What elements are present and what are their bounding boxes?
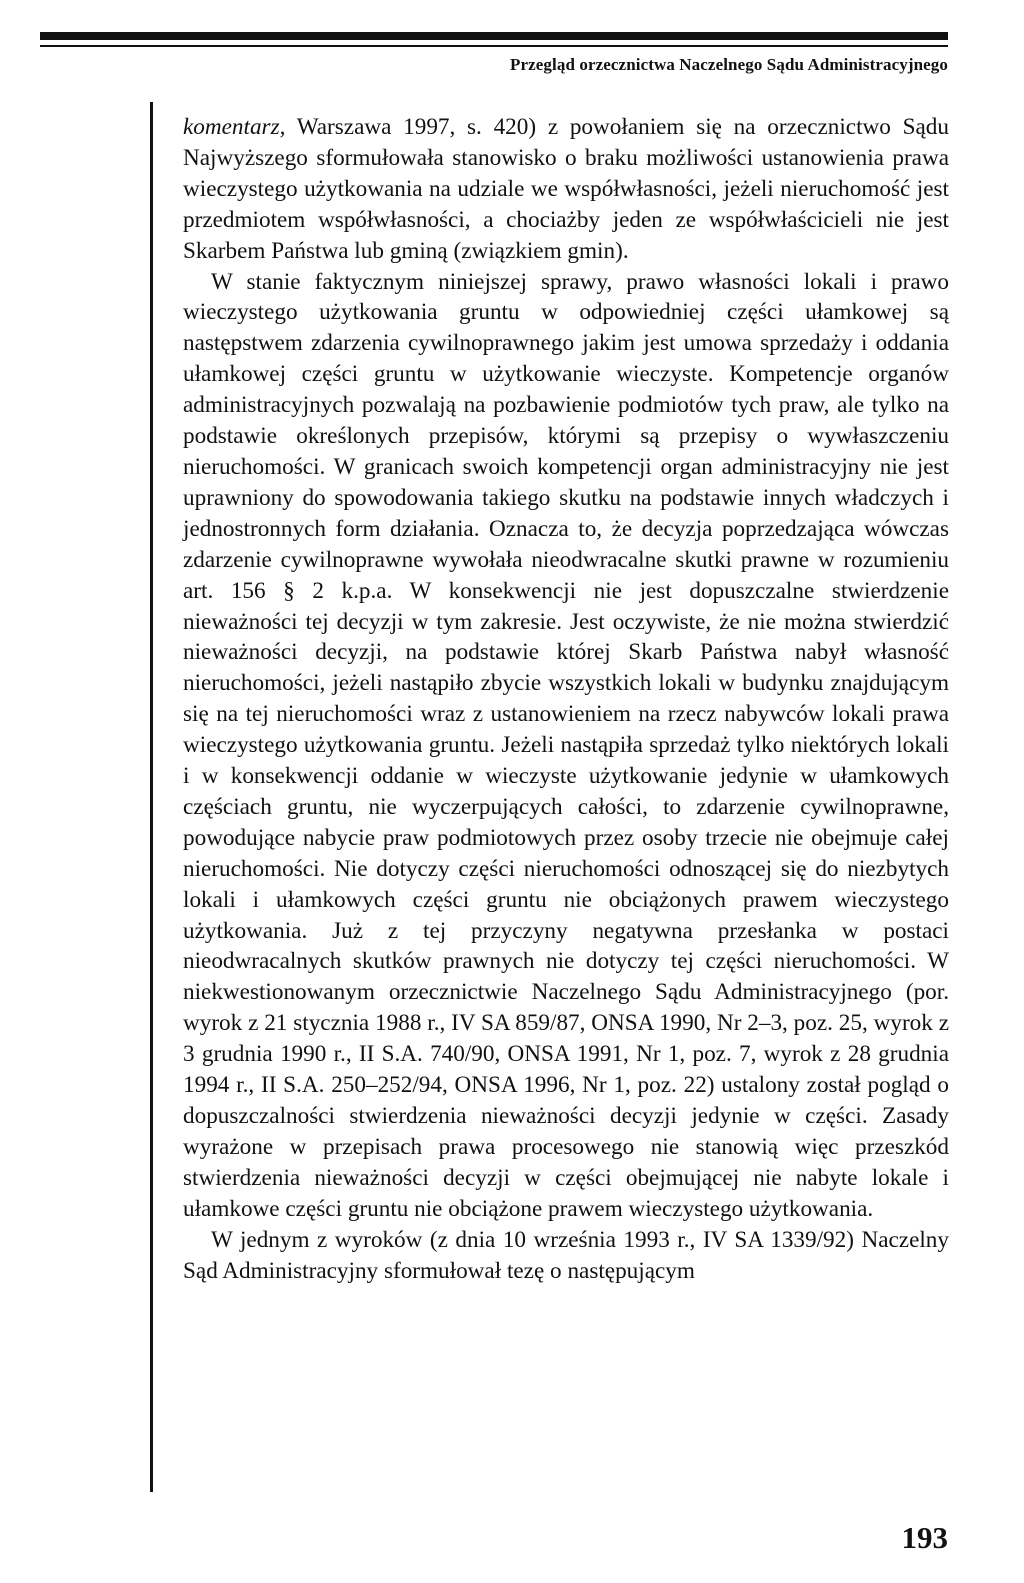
margin-marker-bar [150, 102, 153, 1492]
header-rule-thick [40, 32, 948, 40]
page-number: 193 [901, 1520, 948, 1555]
paragraph-3: W jednym z wyroków (z dnia 10 września 1993 r., IV SA 1339/92) Naczelny Sąd Administracyjny sformułował tezę o następującym [183, 1226, 949, 1284]
paragraph-1-text: Warszawa 1997, s. 420) z powołaniem się na orzecznictwo Sądu Najwyższego sformułowała stanowisko o braku możliwości ustanowienia prawa wieczystego użytkowania na udziale we współwłasności, jeżeli nieruchomość jest przedmiotem współwłasności, a chociażby jeden ze współwłaścicieli nie jest Skarbem Państwa lub gminą (związkiem gmin). [183, 114, 949, 264]
paragraph-2: W stanie faktycznym niniejszej sprawy, prawo własności lokali i prawo wieczystego użytkowania gruntu w odpowiedniej części ułamkowej są następstwem zdarzenia cywilnoprawnego jakim jest umowa sprzedaży i oddania ułamkowej części gruntu w użytkowanie wieczyste. Kompetencje organów administracyjnych pozwalają na pozbawienie podmiotów tych praw, ale tylko na podstawie określonych przepisów, którymi są przepisy o wywłaszczeniu nieruchomości. W granicach swoich kompetencji organ administracyjny nie jest uprawniony do spowodowania takiego skutku na podstawie innych władczych i jednostronnych form działania. Oznacza to, że decyzja poprzedzająca wówczas zdarzenie cywilnoprawne wywołała nieodwracalne skutki prawne w rozumieniu art. 156 § 2 k.p.a. W konsekwencji nie jest dopuszczalne stwierdzenie nieważności tej decyzji w tym zakresie. Jest oczywiste, że nie można stwierdzić nieważności decyzji, na podstawie której Skarb Państwa nabył własność nieruchomości, jeżeli nastąpiło zbycie wszystkich lokali w budynku znajdującym się na tej nieruchomości wraz z ustanowieniem na rzecz nabywców lokali prawa wieczystego użytkowania gruntu. Jeżeli nastąpiła sprzedaż tylko niektórych lokali i w konsekwencji oddanie w wieczyste użytkowanie jedynie w ułamkowych częściach gruntu, nie wyczerpujących całości, to zdarzenie cywilnoprawne, powodujące nabycie praw podmiotowych przez osoby trzecie nie obejmuje całej nieruchomości. Nie dotyczy części nieruchomości odnoszącej się do niezbytych lokali i ułamkowych części gruntu nie obciążonych prawem wieczystego użytkowania. Już z tej przyczyny negatywna przesłanka w postaci nieodwracalnych skutków prawnych nie dotyczy tej części nieruchomości. W niekwestionowanym orzecznictwie Naczelnego Sądu Administracyjnego (por. wyrok z 21 stycznia 1988 r., IV SA 859/87, ONSA 1990, Nr 2–3, poz. 25, wyrok z 3 grudnia 1990 r., II S.A. 740/90, ONSA 1991, Nr 1, poz. 7, wyrok z 28 grudnia 1994 r., II S.A. 250–252/94, ONSA 1996, Nr 1, poz. 22) ustalony został pogląd o dopuszczalności stwierdzenia nieważności decyzji jedynie w części. Zasady wyrażone w przepisach prawa procesowego nie stanowią więc przeszkód stwierdzenia nieważności decyzji w części obejmującej nie nabyte lokale i ułamkowe części gruntu nie obciążone prawem wieczystego użytkowania. [183, 268, 949, 1222]
body-text [183, 112, 949, 1286]
paragraph-1-italic: komentarz, [183, 114, 286, 140]
paragraph-1 [183, 112, 949, 267]
header-rule-thin [40, 45, 948, 47]
running-header: Przegląd orzecznictwa Naczelnego Sądu Administracyjnego [510, 55, 948, 74]
